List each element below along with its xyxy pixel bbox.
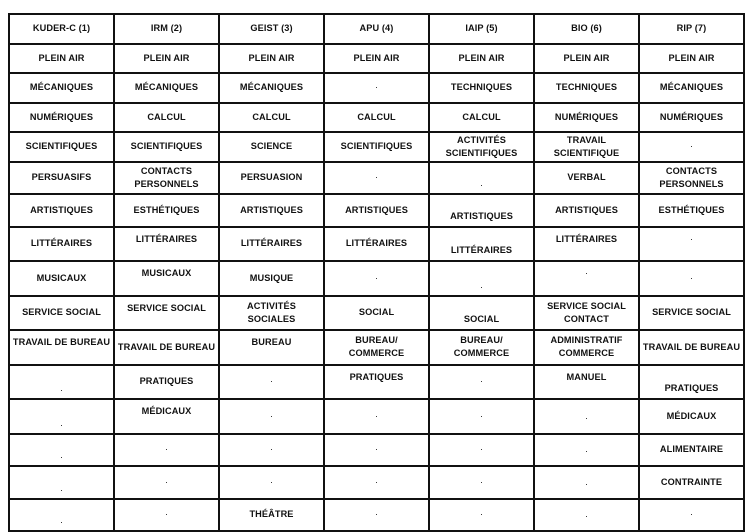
table-cell: LITTÉRAIRES — [219, 227, 324, 262]
table-cell: ARTISTIQUES — [324, 194, 429, 227]
column-header: IRM (2) — [114, 14, 219, 44]
column-header: APU (4) — [324, 14, 429, 44]
table-cell: SOCIAL — [324, 296, 429, 331]
table-cell: ARTISTIQUES — [429, 194, 534, 227]
table-cell: PRATIQUES — [324, 365, 429, 400]
table-cell: · — [324, 399, 429, 434]
table-cell: LITTÉRAIRES — [429, 227, 534, 262]
table-cell: CALCUL — [429, 103, 534, 133]
table-cell: · — [324, 434, 429, 467]
table-cell: CALCUL — [114, 103, 219, 133]
table-row — [9, 296, 744, 331]
header-row — [9, 14, 744, 44]
column-header: IAIP (5) — [429, 14, 534, 44]
table-cell: MUSICAUX — [9, 261, 114, 296]
table-cell: CALCUL — [219, 103, 324, 133]
table-cell: · — [324, 499, 429, 532]
table-cell: · — [639, 261, 744, 296]
table-cell: · — [219, 399, 324, 434]
comparison-table — [8, 13, 745, 532]
table-cell: MÉCANIQUES — [639, 73, 744, 103]
table-cell: NUMÉRIQUES — [9, 103, 114, 133]
table-cell: PERSUASIFS — [9, 162, 114, 195]
table-cell: MUSIQUE — [219, 261, 324, 296]
table-row — [9, 365, 744, 400]
table-cell: SCIENTIFIQUES — [9, 132, 114, 162]
table-cell: MÉDICAUX — [114, 399, 219, 434]
table-cell: · — [114, 499, 219, 532]
table-cell: · — [114, 434, 219, 467]
table-cell: ARTISTIQUES — [534, 194, 639, 227]
table-cell: TECHNIQUES — [534, 73, 639, 103]
table-cell: MANUEL — [534, 365, 639, 400]
table-cell: PERSUASION — [219, 162, 324, 195]
table-cell: ESTHÉTIQUES — [639, 194, 744, 227]
table-cell: · — [429, 365, 534, 400]
table-cell: PRATIQUES — [639, 365, 744, 400]
table-cell: PLEIN AIR — [429, 44, 534, 74]
table-cell: MÉCANIQUES — [219, 73, 324, 103]
table-cell: . — [9, 434, 114, 467]
table-cell: · — [639, 227, 744, 262]
table-cell: CALCUL — [324, 103, 429, 133]
table-cell: SCIENCE — [219, 132, 324, 162]
table-cell: BUREAU/ COMMERCE — [429, 330, 534, 365]
table-cell: . — [429, 261, 534, 296]
table-cell: · — [324, 261, 429, 296]
table-cell: . — [534, 499, 639, 532]
column-header: GEIST (3) — [219, 14, 324, 44]
table-cell: TECHNIQUES — [429, 73, 534, 103]
table-cell: · — [324, 162, 429, 195]
table-cell: LITTÉRAIRES — [9, 227, 114, 262]
table-row — [9, 162, 744, 195]
table-cell: PLEIN AIR — [114, 44, 219, 74]
column-header: RIP (7) — [639, 14, 744, 44]
table-cell: BUREAU — [219, 330, 324, 365]
table-cell: SOCIAL — [429, 296, 534, 331]
table-cell: ACTIVITÉS SCIENTIFIQUES — [429, 132, 534, 162]
table-cell: · — [429, 399, 534, 434]
table-cell: · — [639, 499, 744, 532]
table-cell: TRAVAIL DE BUREAU — [9, 330, 114, 365]
table-cell: ADMINISTRATIF COMMERCE — [534, 330, 639, 365]
table-cell: ESTHÉTIQUES — [114, 194, 219, 227]
table-cell: LITTÉRAIRES — [534, 227, 639, 262]
table-cell: · — [114, 466, 219, 499]
table-cell: ALIMENTAIRE — [639, 434, 744, 467]
table-row — [9, 261, 744, 296]
table-cell: THÉÂTRE — [219, 499, 324, 532]
table-cell: · — [534, 261, 639, 296]
table-cell: TRAVAIL DE BUREAU — [639, 330, 744, 365]
table-cell: · — [639, 132, 744, 162]
table-cell: CONTRAINTE — [639, 466, 744, 499]
table-cell: . — [9, 399, 114, 434]
table-cell: · — [324, 73, 429, 103]
column-header: KUDER-C (1) — [9, 14, 114, 44]
table-cell: TRAVAIL SCIENTIFIQUE — [534, 132, 639, 162]
table-cell: . — [429, 162, 534, 195]
table-row — [9, 399, 744, 434]
table-cell: · — [429, 466, 534, 499]
table-cell: CONTACTS PERSONNELS — [114, 162, 219, 195]
table-cell: · — [429, 434, 534, 467]
table-cell: LITTÉRAIRES — [324, 227, 429, 262]
column-header: BIO (6) — [534, 14, 639, 44]
table-cell: PLEIN AIR — [639, 44, 744, 74]
table-cell: · — [429, 499, 534, 532]
table-cell: TRAVAIL DE BUREAU — [114, 330, 219, 365]
table-row — [9, 73, 744, 103]
table-cell: LITTÉRAIRES — [114, 227, 219, 262]
table-cell: · — [219, 466, 324, 499]
table-cell: MÉCANIQUES — [9, 73, 114, 103]
table-cell: . — [9, 365, 114, 400]
table-cell: PLEIN AIR — [534, 44, 639, 74]
table-cell: BUREAU/ COMMERCE — [324, 330, 429, 365]
table-row — [9, 132, 744, 162]
table-cell: MÉDICAUX — [639, 399, 744, 434]
table-cell: · — [219, 365, 324, 400]
table-row — [9, 466, 744, 499]
table-cell: SERVICE SOCIAL — [9, 296, 114, 331]
table-cell: SCIENTIFIQUES — [114, 132, 219, 162]
table-cell: ARTISTIQUES — [9, 194, 114, 227]
table-row — [9, 227, 744, 262]
table-cell: VERBAL — [534, 162, 639, 195]
table-row — [9, 330, 744, 365]
table-cell: MUSICAUX — [114, 261, 219, 296]
table-cell: CONTACTS PERSONNELS — [639, 162, 744, 195]
table-cell: NUMÉRIQUES — [639, 103, 744, 133]
table-cell: . — [534, 399, 639, 434]
table-cell: PRATIQUES — [114, 365, 219, 400]
table-row — [9, 434, 744, 467]
table-cell: · — [219, 434, 324, 467]
table-cell: MÉCANIQUES — [114, 73, 219, 103]
table-cell: SERVICE SOCIAL CONTACT — [534, 296, 639, 331]
table-cell: PLEIN AIR — [9, 44, 114, 74]
table-row — [9, 194, 744, 227]
table-cell: . — [9, 499, 114, 532]
table-cell: NUMÉRIQUES — [534, 103, 639, 133]
table-row — [9, 103, 744, 133]
table-cell: PLEIN AIR — [324, 44, 429, 74]
table-cell: ARTISTIQUES — [219, 194, 324, 227]
table-cell: . — [534, 466, 639, 499]
table-cell: ACTIVITÉS SOCIALES — [219, 296, 324, 331]
table-cell: SERVICE SOCIAL — [639, 296, 744, 331]
table-cell: SERVICE SOCIAL — [114, 296, 219, 331]
table-cell: SCIENTIFIQUES — [324, 132, 429, 162]
table-cell: PLEIN AIR — [219, 44, 324, 74]
table-cell: · — [324, 466, 429, 499]
table-row — [9, 44, 744, 74]
table-row — [9, 499, 744, 532]
table-cell: . — [9, 466, 114, 499]
table-body — [9, 14, 744, 531]
table-cell: . — [534, 434, 639, 467]
